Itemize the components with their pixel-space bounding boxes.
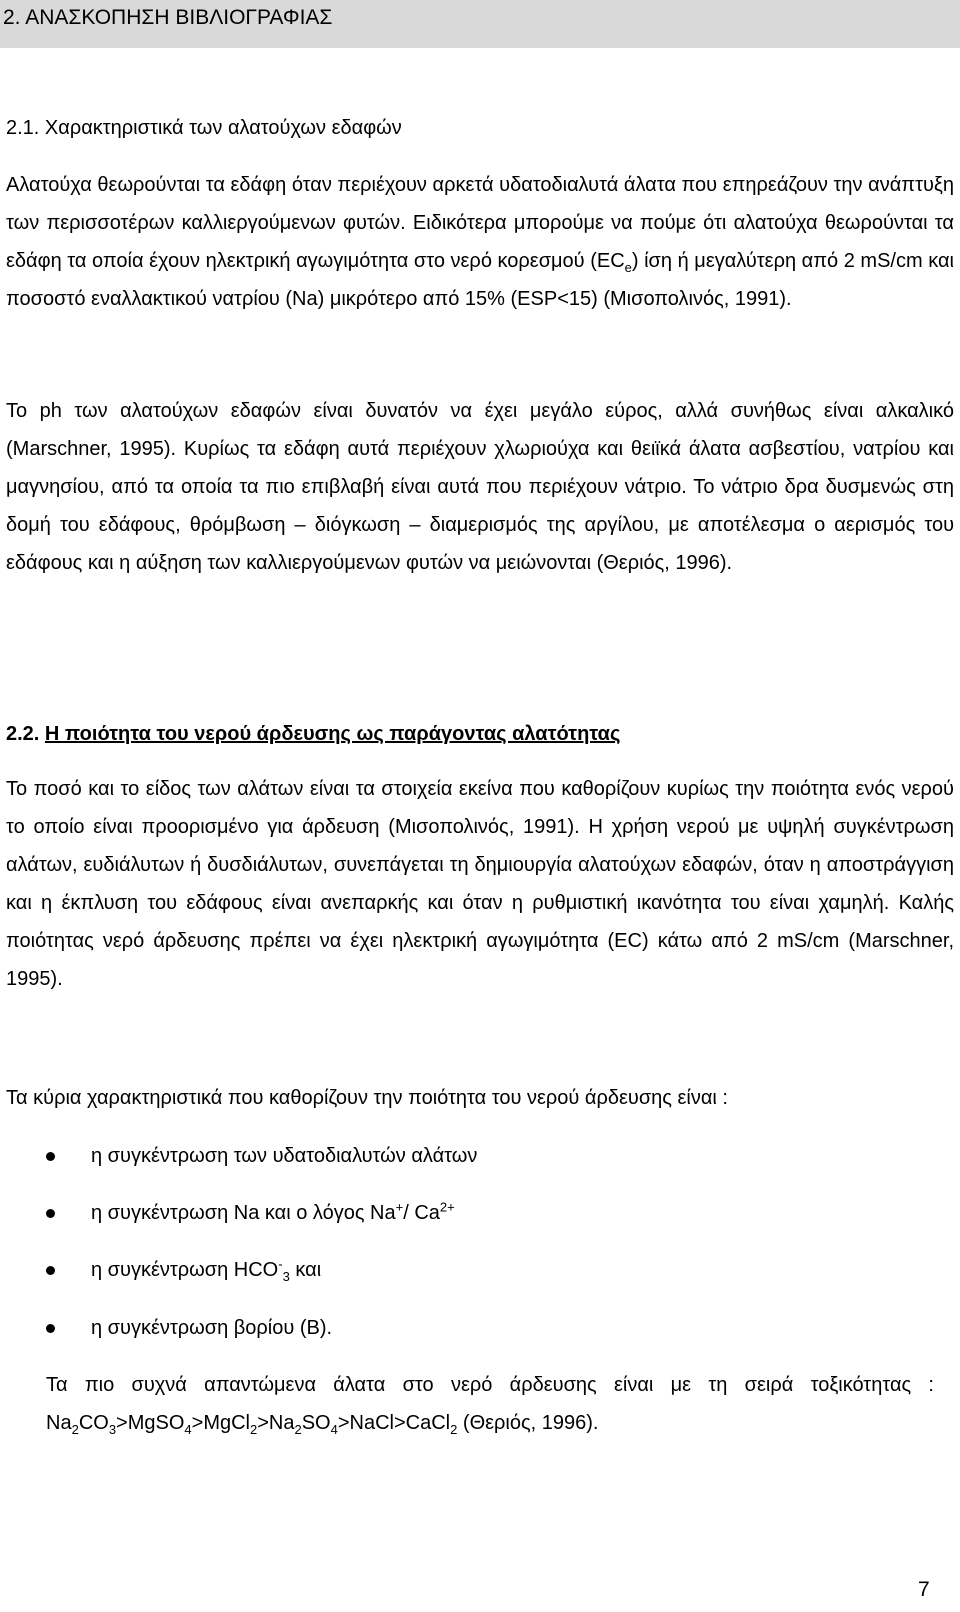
section-2-1-heading: 2.1. Χαρακτηριστικά των αλατούχων εδαφών — [6, 117, 402, 139]
list-item — [6, 1314, 954, 1344]
subscript: e — [624, 260, 632, 275]
heading-text: Η ποιότητα του νερού άρδευσης ως παράγοντας αλατότητας — [44, 723, 621, 745]
page-number: 7 — [918, 1578, 930, 1601]
text-part: η συγκέντρωση HCO — [91, 1259, 279, 1281]
paragraph-salt-toxicity — [46, 1366, 934, 1442]
bullet-dot-icon — [46, 1152, 55, 1161]
section-2-2-intro — [6, 1084, 954, 1112]
intro-text: Τα κύρια χαρακτηριστικά που καθορίζουν την ποιότητα του νερού άρδευσης είναι : — [6, 1087, 728, 1109]
chapter-title-bar — [0, 0, 960, 48]
paragraph-water-quality: Το ποσό και το είδος των αλάτων είναι τα στοιχεία εκείνα που καθορίζουν κυρίως την ποιότητα ενός νερού το οποίο είναι προορισμένο για άρδευση (Μισοπολινός, 1991). Η χρήση νερού με υψηλή συγκέντρωση αλάτων, ευδιάλυτων ή δυσδιάλυτων, συνεπάγεται τη δημιουργία αλατούχων εδαφών, όταν η αποστράγγιση και η έκπλυση του εδάφους είναι ανεπαρκής και όταν η ρυθμιστική ικανότητα του είναι χαμηλή. Καλής ποιότητας νερό άρδευσης πρέπει να έχει ηλεκτρική αγωγιμότητα (EC) κάτω από 2 mS/cm (Marschner, 1995). — [6, 778, 954, 990]
text-part: / Ca — [403, 1202, 440, 1224]
subscript: 3 — [108, 1422, 117, 1437]
list-item-text: η συγκέντρωση των υδατοδιαλυτών αλάτων — [91, 1145, 478, 1167]
list-item-text — [91, 1199, 455, 1227]
superscript: - — [278, 1256, 283, 1272]
section-2-2 — [6, 720, 954, 748]
subscript: 4 — [184, 1422, 192, 1437]
superscript: + — [395, 1199, 404, 1215]
text-part: >NaCl>CaCl — [337, 1412, 451, 1434]
list-item-text: η συγκέντρωση βορίου (Β). — [91, 1317, 333, 1339]
paragraph-text: Αλατούχα θεωρούνται τα εδάφη όταν περιέχουν αρκετά υδατοδιαλυτά άλατα που επηρεάζουν την ανάπτυξη των περισσοτέρων καλλιεργούμενων φυτών. Ειδικότερα μπορούμε να πούμε ότι αλατούχα θεωρούνται τα εδάφη τα οποία έχουν ηλεκτρική αγωγιμότητα στο νερό κορεσμού (EC — [6, 174, 954, 272]
list-item — [6, 1199, 954, 1229]
bullet-dot-icon — [46, 1209, 55, 1218]
text-part: >MgSO — [116, 1412, 185, 1434]
bullet-dot-icon — [46, 1324, 55, 1333]
list-item — [6, 1256, 954, 1286]
text-part: SO — [301, 1412, 331, 1434]
heading-number: 2.2. — [6, 723, 45, 745]
subscript: 4 — [330, 1422, 338, 1437]
paragraph-text: ) ίση ή μεγαλύτερη από 2 mS/cm και ποσοστό εναλλακτικού νατρίου (Na) μικρότερο από 15% (ESP<15) (Μισοπολινός, 1991). — [6, 250, 954, 310]
paragraph-ph: Το ph των αλατούχων εδαφών είναι δυνατόν να έχει μεγάλο εύρος, αλλά συνήθως είναι αλκαλικό (Marschner, 1995). Κυρίως τα εδάφη αυτά περιέχουν χλωριούχα και θειϊκά άλατα ασβεστίου, νατρίου και μαγνησίου, από τα οποία τα πιο επιβλαβή είναι αυτά που περιέχουν νάτριο. Το νάτριο δρα δυσμενώς στη δομή του εδάφους, θρόμβωση – διόγκωση – διαμερισμός της αργίλου, με αποτέλεσμα ο αερισμός του εδάφους και η αύξηση των καλλιεργούμενων φυτών να μειώνονται (Θεριός, 1996). — [6, 400, 954, 574]
list-item-text — [91, 1256, 321, 1284]
superscript: 2+ — [439, 1199, 455, 1215]
subscript: 3 — [282, 1269, 290, 1284]
paragraph-saline-definition — [6, 166, 954, 318]
subscript: 2 — [450, 1422, 458, 1437]
chapter-title: 2. ΑΝΑΣΚΟΠΗΣΗ ΒΙΒΛΙΟΓΡΑΦΙΑΣ — [3, 6, 333, 29]
list-item — [6, 1142, 954, 1172]
text-part: >MgCl — [191, 1412, 250, 1434]
subscript: 2 — [250, 1422, 258, 1437]
subscript: 2 — [71, 1422, 79, 1437]
text-part: (Θεριός, 1996). — [457, 1412, 599, 1434]
text-part: CO — [78, 1412, 109, 1434]
section-2-1-paragraph-2 — [6, 392, 954, 582]
section-2-2-heading — [6, 720, 954, 748]
section-2-2-paragraph-1 — [6, 770, 954, 998]
subscript: 2 — [294, 1422, 302, 1437]
bullet-dot-icon — [46, 1266, 55, 1275]
text-part: και — [289, 1259, 322, 1281]
section-2-1 — [6, 114, 954, 142]
text-part: Τα πιο συχνά απαντώμενα άλατα στο νερό άρδευσης είναι με τη σειρά τοξικότητας : Na — [46, 1374, 934, 1434]
section-2-1-paragraph-1 — [6, 166, 954, 318]
text-part: >Na — [257, 1412, 295, 1434]
closing-paragraph — [46, 1366, 934, 1442]
text-part: η συγκέντρωση Na και ο λόγος Na — [91, 1202, 396, 1224]
